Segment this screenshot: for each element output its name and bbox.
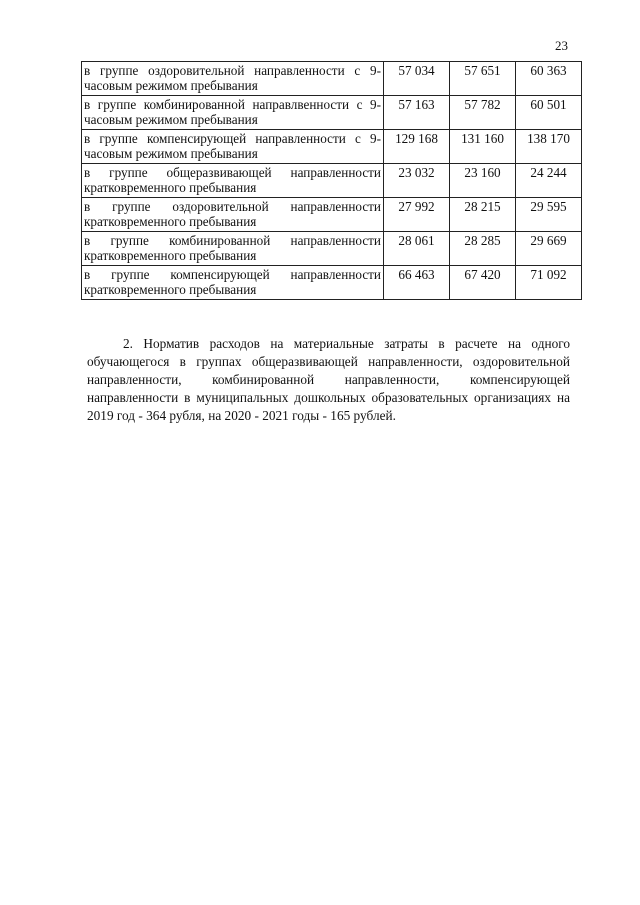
value-cell: 23 032	[384, 164, 450, 198]
row-label: в группе комбинированной направленности кратковременного пребывания	[82, 232, 384, 266]
value-cell: 67 420	[450, 266, 516, 300]
row-label: в группе компенсирующей направленности с 9-часовым режимом пребывания	[82, 130, 384, 164]
value-cell: 23 160	[450, 164, 516, 198]
value-cell: 60 363	[516, 62, 582, 96]
value-cell: 28 215	[450, 198, 516, 232]
value-cell: 28 061	[384, 232, 450, 266]
value-cell: 28 285	[450, 232, 516, 266]
row-label: в группе оздоровительной направленности с 9-часовым режимом пребывания	[82, 62, 384, 96]
table-row	[82, 62, 582, 96]
value-cell: 71 092	[516, 266, 582, 300]
table-row	[82, 130, 582, 164]
value-cell: 57 651	[450, 62, 516, 96]
table-row	[82, 96, 582, 130]
value-cell: 60 501	[516, 96, 582, 130]
value-cell: 131 160	[450, 130, 516, 164]
row-label: в группе оздоровительной направленности кратковременного пребывания	[82, 198, 384, 232]
table-row	[82, 198, 582, 232]
value-cell: 27 992	[384, 198, 450, 232]
value-cell: 66 463	[384, 266, 450, 300]
table-row	[82, 232, 582, 266]
value-cell: 29 669	[516, 232, 582, 266]
row-label: в группе компенсирующей направленности кратковременного пребывания	[82, 266, 384, 300]
value-cell: 24 244	[516, 164, 582, 198]
table-row	[82, 266, 582, 300]
body-paragraph: 2. Норматив расходов на материальные затраты в расчете на одного обучающегося в группах общеразвивающей направленности, оздоровительной направленности, комбинированной направленности, компенсирующей направленности в муниципальных дошкольных образовательных организациях на 2019 год - 364 рубля, на 2020 - 2021 годы - 165 рублей.	[87, 336, 570, 423]
table-row	[82, 164, 582, 198]
value-cell: 138 170	[516, 130, 582, 164]
value-cell: 29 595	[516, 198, 582, 232]
value-cell: 129 168	[384, 130, 450, 164]
value-cell: 57 782	[450, 96, 516, 130]
value-cell: 57 163	[384, 96, 450, 130]
value-cell: 57 034	[384, 62, 450, 96]
row-label: в группе общеразвивающей направленности кратковременного пребывания	[82, 164, 384, 198]
page-number: 23	[555, 38, 568, 53]
norms-table	[81, 61, 582, 300]
row-label: в группе комбинированной направлвенности с 9-часовым режимом пребывания	[82, 96, 384, 130]
